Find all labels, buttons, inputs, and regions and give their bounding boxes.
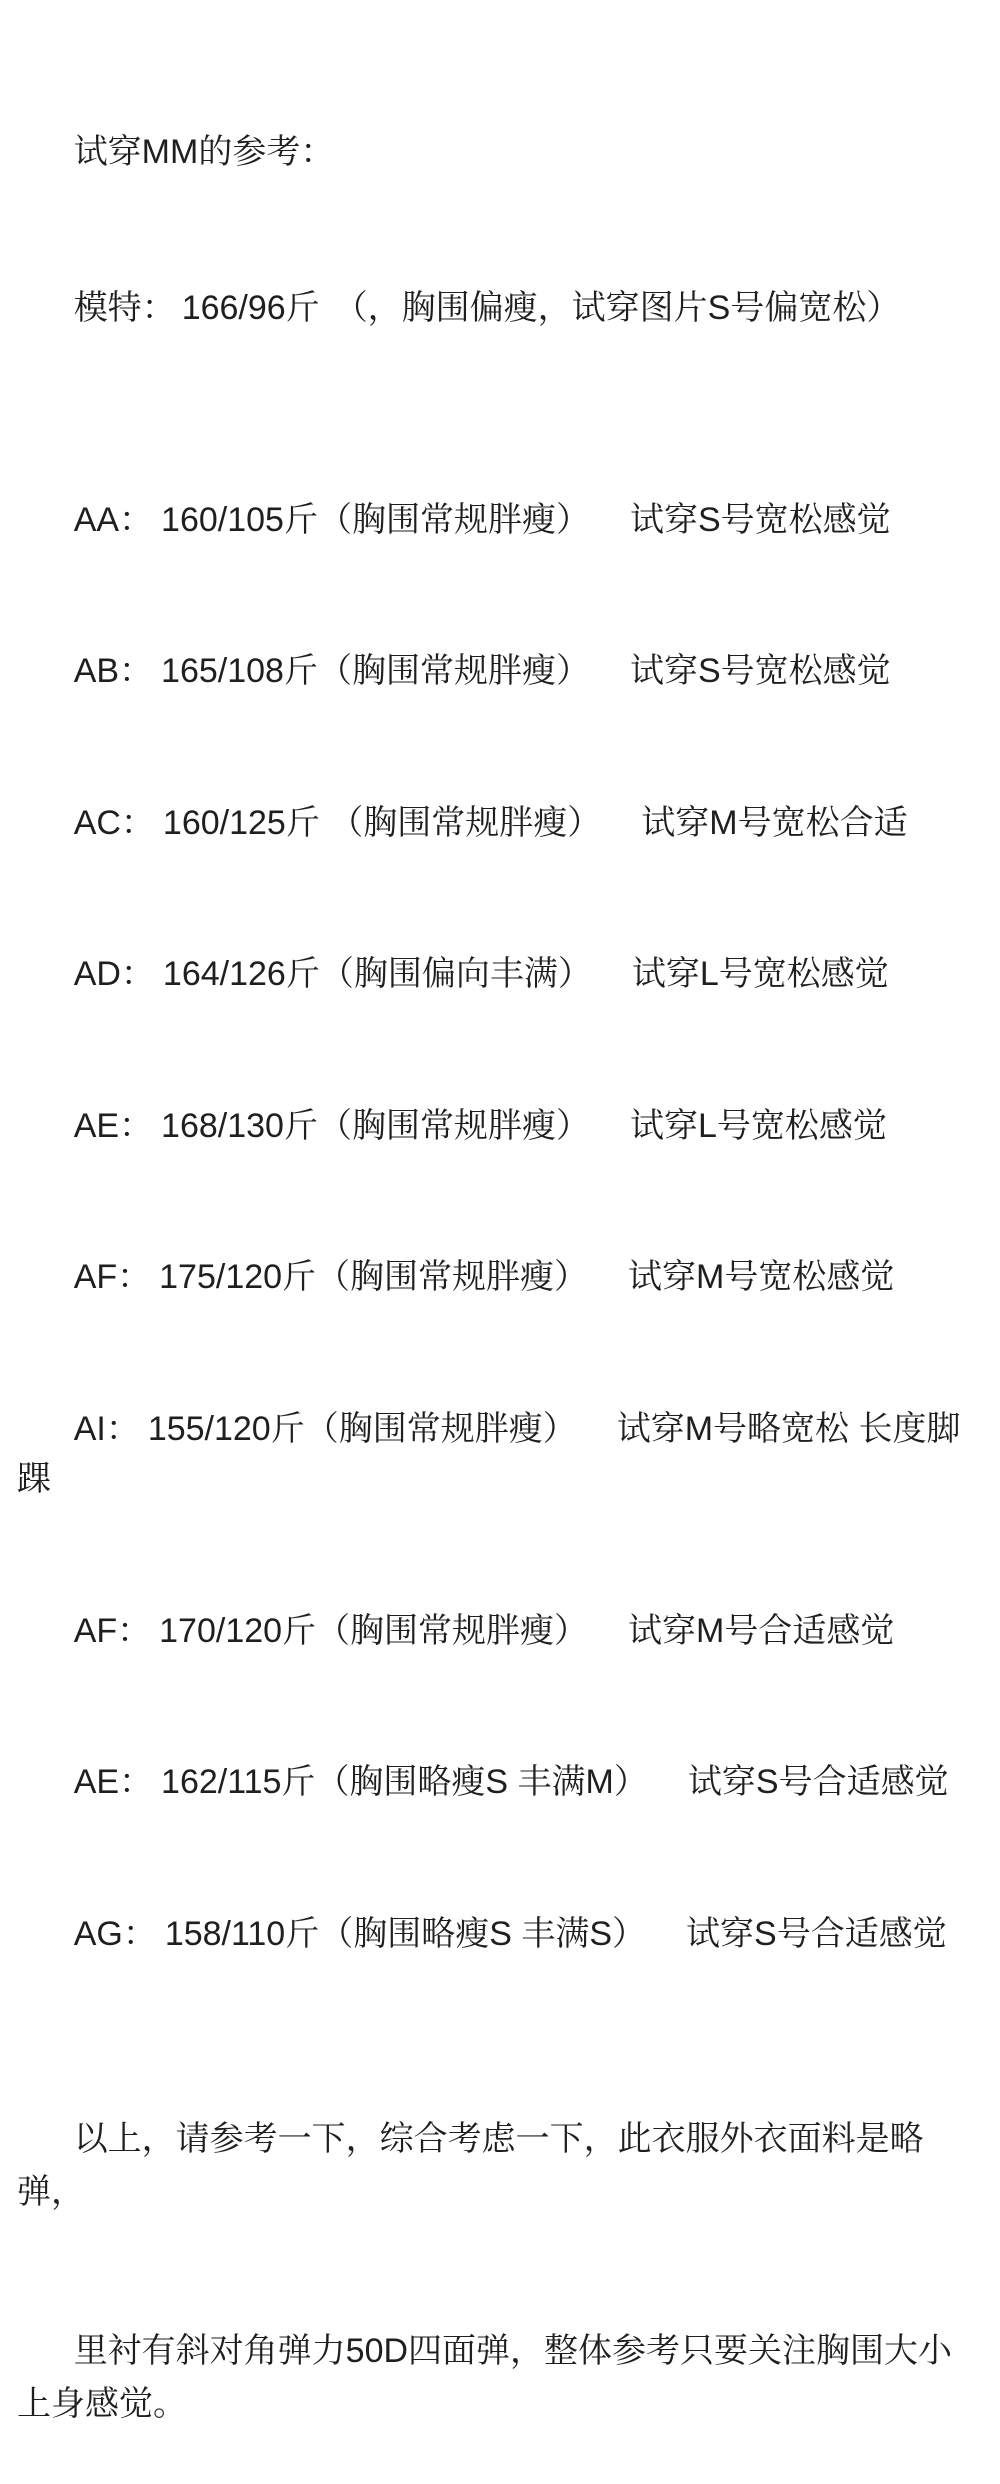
model-stats: 166/96斤 — [181, 289, 320, 327]
footer-section — [17, 2060, 980, 2484]
colon: ： — [117, 1258, 152, 1296]
colon: ： — [122, 1914, 157, 1953]
model-colon: ： — [141, 289, 176, 327]
fit-row — [17, 747, 980, 899]
fit-row — [17, 899, 980, 1051]
model-stats: 160/105斤 — [161, 500, 318, 539]
chest-note: （胸围略瘦S 丰满M） — [315, 1763, 648, 1801]
chest-note: （胸围常规胖瘦） — [317, 500, 590, 539]
model-id: AD — [73, 955, 121, 993]
fit-note: 试穿S号宽松感觉 — [629, 652, 891, 690]
model-stats: 158/110斤 — [164, 1914, 320, 1953]
colon: ： — [117, 1611, 152, 1650]
model-id: AA — [73, 500, 120, 539]
fit-note: 试穿L号宽松感觉 — [631, 955, 889, 993]
colon: ： — [119, 500, 154, 539]
chest-note: （胸围常规胖瘦） — [317, 1106, 590, 1145]
model-id: AI — [73, 1409, 106, 1448]
footer-text-2: 里衬有斜对角弹力50D四面弹，整体参考只要关注胸围大小上身感觉。 — [17, 2331, 953, 2423]
model-stats: 155/120斤 — [147, 1409, 305, 1448]
chest-note: （胸围略瘦S 丰满S） — [319, 1914, 647, 1953]
model-reference-line — [17, 230, 980, 386]
model-label: 模特 — [73, 289, 142, 327]
fit-row — [17, 1555, 980, 1707]
model-stats: 162/115斤 — [161, 1763, 316, 1801]
model-stats: 165/108斤 — [161, 652, 318, 690]
chest-note: （胸围常规胖瘦） — [316, 1258, 589, 1296]
model-id: AG — [73, 1914, 123, 1953]
footer-text-1: 以上，请参考一下，综合考虑一下，此衣服外衣面料是略弹， — [17, 2119, 924, 2211]
fit-note: 试穿M号宽松感觉 — [628, 1258, 895, 1296]
chest-note: （胸围常规胖瘦） — [304, 1409, 577, 1448]
model-stats: 175/120斤 — [159, 1258, 317, 1296]
model-stats: 168/130斤 — [161, 1106, 318, 1145]
colon: ： — [119, 1763, 154, 1801]
fit-note: 试穿S号宽松感觉 — [629, 500, 891, 539]
colon: ： — [119, 652, 154, 690]
intro-section — [17, 74, 980, 386]
document-title — [17, 74, 980, 230]
model-stats: 164/126斤 — [162, 955, 320, 993]
fit-row — [17, 596, 980, 748]
colon: ： — [105, 1409, 140, 1448]
colon: ： — [120, 803, 155, 842]
fit-note: 试穿S号合适感觉 — [686, 1914, 947, 1953]
title-text: 试穿MM的参考： — [73, 133, 335, 171]
fit-row — [17, 444, 980, 596]
chest-note: （胸围偏向丰满） — [319, 955, 592, 993]
colon: ： — [120, 955, 155, 993]
model-stats: 160/125斤 — [162, 803, 320, 842]
model-note: （，胸围偏瘦，试穿图片S号偏宽松） — [333, 289, 901, 327]
footer-line-2 — [17, 2272, 980, 2484]
fit-note: 试穿M号略宽松 长度脚踝 — [17, 1409, 961, 1498]
model-id: AC — [73, 803, 121, 842]
fit-note: 试穿S号合适感觉 — [687, 1763, 949, 1801]
footer-line-1 — [17, 2060, 980, 2272]
model-id: AF — [73, 1258, 118, 1296]
chest-note: （胸围常规胖瘦） — [317, 652, 590, 690]
colon: ： — [119, 1106, 154, 1145]
fit-row — [17, 1050, 980, 1202]
fit-reference-list — [17, 444, 980, 2010]
fit-note: 试穿M号宽松合适 — [641, 803, 908, 842]
model-id: AF — [73, 1611, 118, 1650]
fit-row — [17, 1353, 980, 1555]
fit-note: 试穿M号合适感觉 — [628, 1611, 895, 1650]
fit-row — [17, 1202, 980, 1354]
chest-note: （胸围常规胖瘦） — [319, 803, 602, 842]
fit-note: 试穿L号宽松感觉 — [629, 1106, 887, 1145]
model-stats: 170/120斤 — [159, 1611, 317, 1650]
chest-note: （胸围常规胖瘦） — [316, 1611, 589, 1650]
fit-row — [17, 1707, 980, 1859]
model-id: AB — [73, 652, 120, 690]
model-id: AE — [73, 1106, 120, 1145]
model-id: AE — [73, 1763, 120, 1801]
fit-row — [17, 1858, 980, 2010]
